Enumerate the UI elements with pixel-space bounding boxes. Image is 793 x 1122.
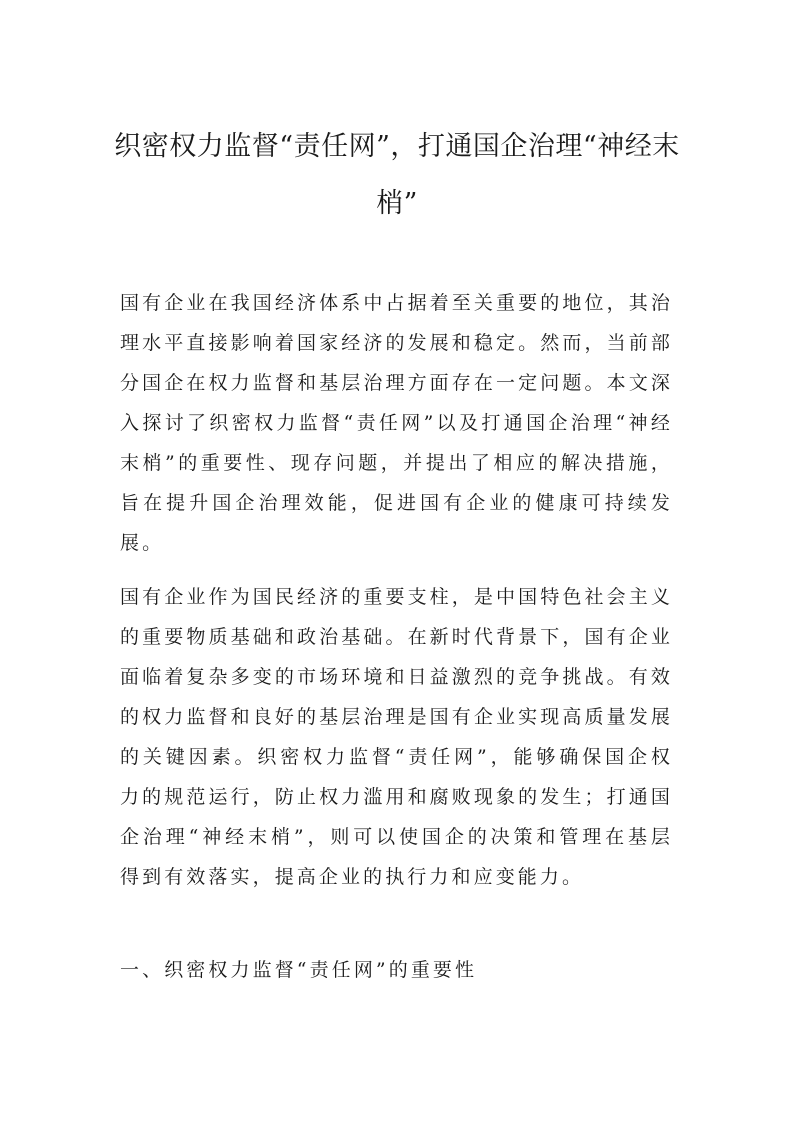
background-paragraph: 国有企业作为国民经济的重要支柱，是中国特色社会主义的重要物质基础和政治基础。在新时代背景下，国有企业面临着复杂多变的市场环境和日益激烈的竞争挑战。有效的权力监督和良好的基层治理是国有企业实现高质量发展的关键因素。织密权力监督“责任网”，能够确保国企权力的规范运行，防止权力滥用和腐败现象的发生；打通国企治理“神经末梢”，则可以使国企的决策和管理在基层得到有效落实，提高企业的执行力和应变能力。 [120, 586, 673, 888]
section-heading: 一、织密权力监督“责任网”的重要性 [120, 959, 478, 981]
intro-paragraph: 国有企业在我国经济体系中占据着至关重要的地位，其治理水平直接影响着国家经济的发展和稳定。然而，当前部分国企在权力监督和基层治理方面存在一定问题。本文深入探讨了织密权力监督“责任网”以及打通国企治理“神经末梢”的重要性、现存问题，并提出了相应的解决措施，旨在提升国企治理效能，促进国有企业的健康可持续发展。 [120, 292, 673, 554]
document-title: 织密权力监督“责任网”，打通国企治理“神经末梢” [114, 131, 680, 219]
